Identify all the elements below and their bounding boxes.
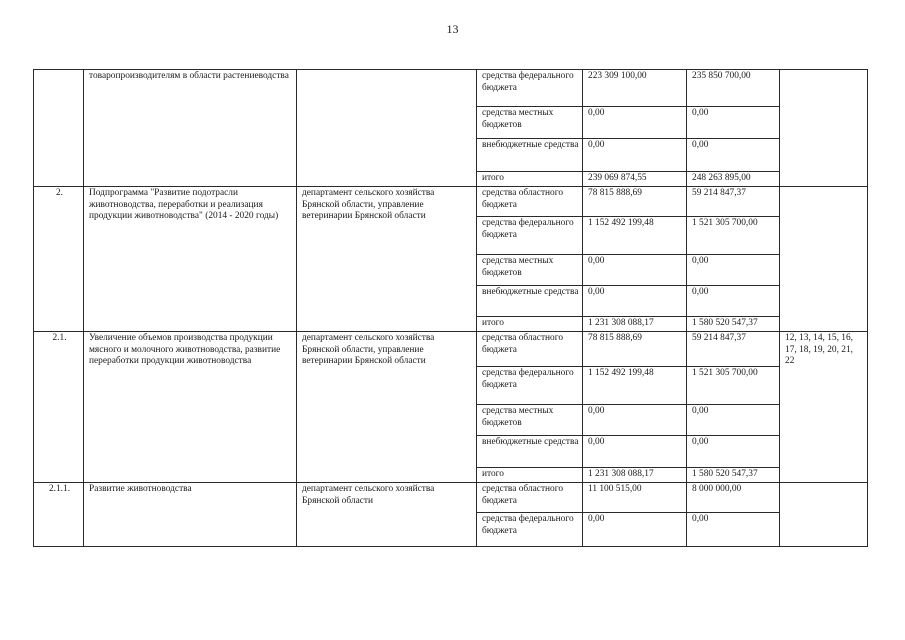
amount-year-1: 1 152 492 199,48 — [583, 367, 687, 405]
amount-year-1: 1 152 492 199,48 — [583, 217, 687, 255]
funding-source: средства федерального бюджета — [477, 70, 583, 107]
funding-source: средства областного бюджета — [477, 332, 583, 367]
row-number: 2. — [34, 187, 84, 332]
funding-source: средства областного бюджета — [477, 483, 583, 513]
amount-year-2: 1 580 520 547,37 — [687, 468, 780, 483]
amount-year-2: 0,00 — [687, 513, 780, 547]
amount-year-2: 0,00 — [687, 405, 780, 436]
funding-source: средства федерального бюджета — [477, 513, 583, 547]
funding-source: средства местных бюджетов — [477, 255, 583, 286]
activity-name: Увеличение объемов производства продукции мясного и молочного животноводства, развитие переработки продукции животноводства — [84, 332, 297, 483]
indicator-numbers: 12, 13, 14, 15, 16, 17, 18, 19, 20, 21, 22 — [780, 332, 868, 483]
activity-name: Развитие животноводства — [84, 483, 297, 547]
funding-source: итого — [477, 317, 583, 332]
amount-year-2: 235 850 700,00 — [687, 70, 780, 107]
funding-source: итого — [477, 468, 583, 483]
row-number: 2.1. — [34, 332, 84, 483]
executor: департамент сельского хозяйства Брянской области — [297, 483, 477, 547]
amount-year-2: 59 214 847,37 — [687, 187, 780, 217]
amount-year-2: 248 263 895,00 — [687, 172, 780, 187]
amount-year-1: 0,00 — [583, 436, 687, 468]
amount-year-1: 1 231 308 088,17 — [583, 468, 687, 483]
amount-year-2: 1 521 305 700,00 — [687, 217, 780, 255]
amount-year-2: 1 580 520 547,37 — [687, 317, 780, 332]
table-row — [34, 70, 868, 107]
amount-year-2: 0,00 — [687, 107, 780, 139]
funding-source: внебюджетные средства — [477, 436, 583, 468]
amount-year-2: 59 214 847,37 — [687, 332, 780, 367]
amount-year-2: 0,00 — [687, 286, 780, 317]
indicator-numbers — [780, 483, 868, 547]
funding-source: внебюджетные средства — [477, 286, 583, 317]
table-row — [34, 187, 868, 217]
amount-year-1: 239 069 874,55 — [583, 172, 687, 187]
table-row — [34, 483, 868, 513]
indicator-numbers — [780, 187, 868, 332]
row-number — [34, 70, 84, 187]
funding-source: итого — [477, 172, 583, 187]
amount-year-2: 0,00 — [687, 139, 780, 172]
row-number: 2.1.1. — [34, 483, 84, 547]
amount-year-1: 1 231 308 088,17 — [583, 317, 687, 332]
executor: департамент сельского хозяйства Брянской области, управление ветеринарии Брянской области — [297, 187, 477, 332]
amount-year-2: 8 000 000,00 — [687, 483, 780, 513]
amount-year-1: 0,00 — [583, 107, 687, 139]
amount-year-1: 0,00 — [583, 255, 687, 286]
executor: департамент сельского хозяйства Брянской области, управление ветеринарии Брянской области — [297, 332, 477, 483]
amount-year-1: 0,00 — [583, 513, 687, 547]
funding-source: средства федерального бюджета — [477, 217, 583, 255]
funding-source: средства федерального бюджета — [477, 367, 583, 405]
amount-year-1: 223 309 100,00 — [583, 70, 687, 107]
funding-source: внебюджетные средства — [477, 139, 583, 172]
amount-year-1: 0,00 — [583, 405, 687, 436]
funding-source: средства областного бюджета — [477, 187, 583, 217]
amount-year-2: 1 521 305 700,00 — [687, 367, 780, 405]
amount-year-2: 0,00 — [687, 436, 780, 468]
budget-table — [33, 69, 868, 547]
amount-year-1: 78 815 888,69 — [583, 332, 687, 367]
amount-year-2: 0,00 — [687, 255, 780, 286]
amount-year-1: 0,00 — [583, 139, 687, 172]
page-number: 13 — [446, 22, 459, 36]
amount-year-1: 0,00 — [583, 286, 687, 317]
indicator-numbers — [780, 70, 868, 187]
amount-year-1: 78 815 888,69 — [583, 187, 687, 217]
activity-name: Подпрограмма "Развитие подотрасли животноводства, переработки и реализация продукции животноводства" (2014 - 2020 годы) — [84, 187, 297, 332]
funding-source: средства местных бюджетов — [477, 405, 583, 436]
amount-year-1: 11 100 515,00 — [583, 483, 687, 513]
activity-name: товаропроизводителям в области растениеводства — [84, 70, 297, 187]
executor — [297, 70, 477, 187]
funding-source: средства местных бюджетов — [477, 107, 583, 139]
table-row — [34, 332, 868, 367]
